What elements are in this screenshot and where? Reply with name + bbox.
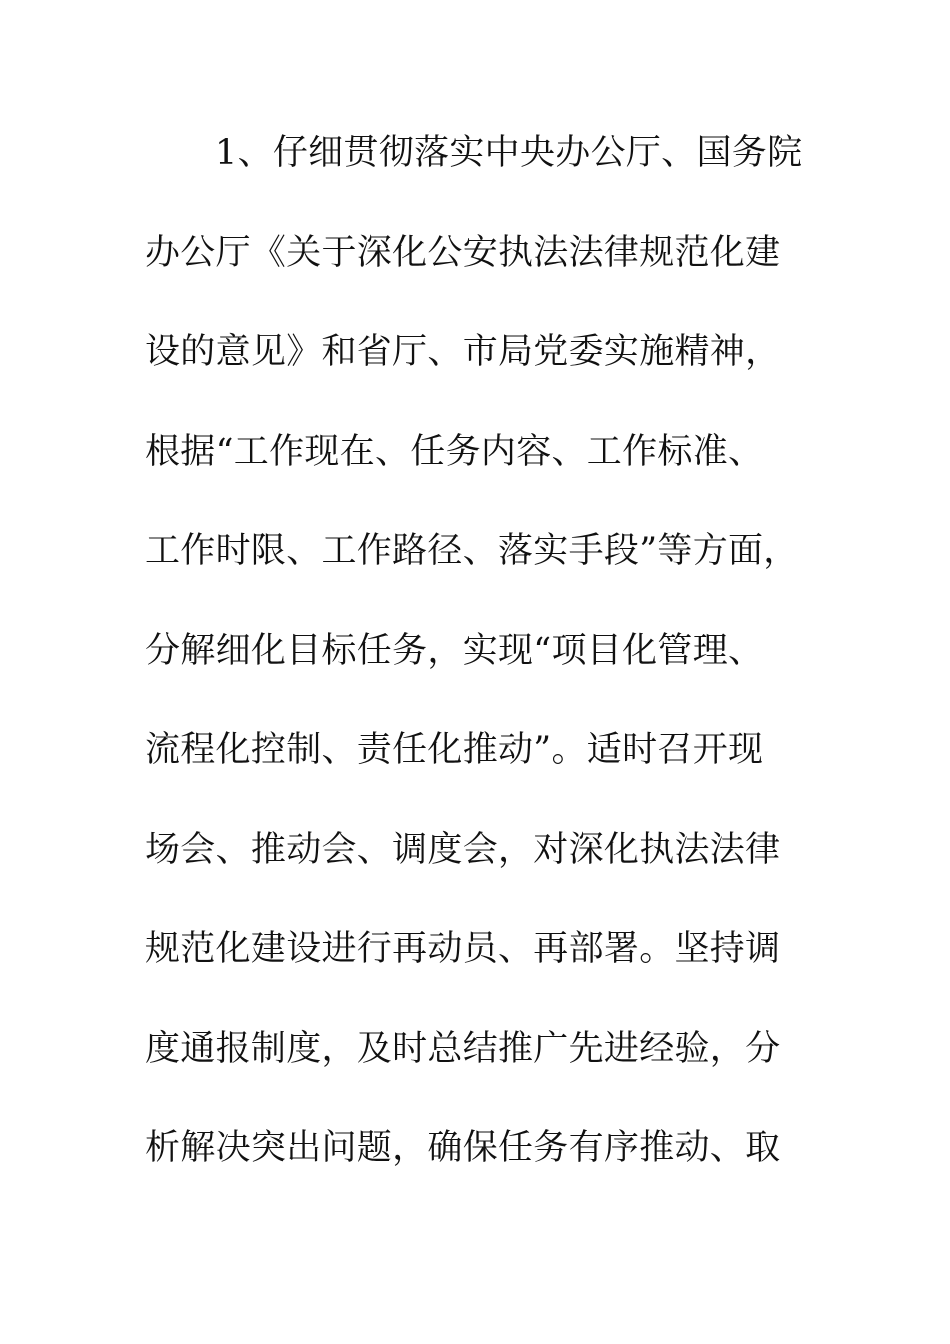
paragraph-line-1: 1、仔细贯彻落实中央办公厅、国务院 — [215, 133, 803, 173]
paragraph-line-3: 设的意见》和省厅、市局党委实施精神， — [145, 332, 781, 372]
paragraph-line-9: 规范化建设进行再动员、再部署。坚持调 — [145, 929, 781, 969]
paragraph-line-10: 度通报制度，及时总结推广先进经验，分 — [145, 1028, 781, 1069]
paragraph-line-4: 根据“工作现在、任务内容、工作标准、 — [145, 431, 764, 472]
paragraph-line-2: 办公厅《关于深化公安执法法律规范化建 — [145, 232, 781, 273]
body-paragraph — [145, 127, 805, 1222]
paragraph-line-7: 流程化控制、责任化推动”。适时召开现 — [145, 730, 764, 770]
paragraph-line-6: 分解细化目标任务，实现“项目化管理、 — [145, 630, 764, 671]
paragraph-line-5: 工作时限、工作路径、落实手段”等方面， — [145, 531, 799, 571]
paragraph-line-8: 场会、推动会、调度会，对深化执法法律 — [145, 829, 781, 870]
paragraph-line-11: 析解决突出问题，确保任务有序推动、取 — [145, 1128, 781, 1168]
